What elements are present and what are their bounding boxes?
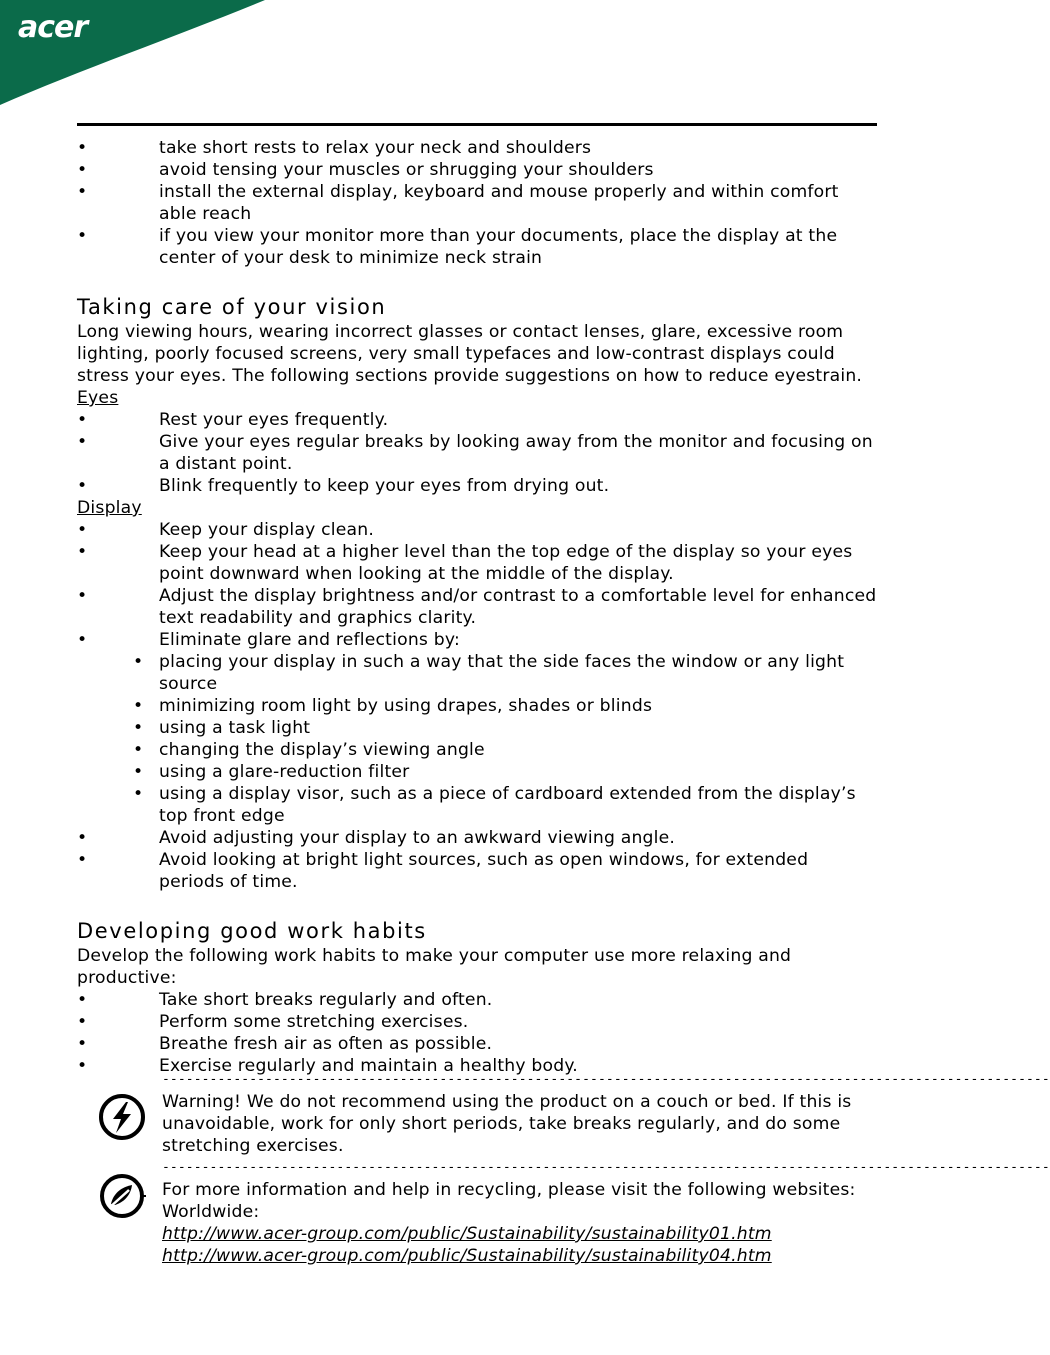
sub-list-item: • using a glare-reduction filter — [133, 762, 410, 782]
recycle-note-icon — [99, 1172, 147, 1220]
sub-list-item: • placing your display in such a way that the side faces the window or any light source — [133, 652, 845, 694]
list-item: • if you view your monitor more than your documents, place the display at the center of your desk to minimize neck strain — [77, 226, 838, 268]
list-item: • Give your eyes regular breaks by looking away from the monitor and focusing on a distant point. — [77, 432, 873, 474]
worldwide-label: Worldwide: — [162, 1202, 260, 1222]
section-heading-vision: Taking care of your vision — [77, 295, 387, 319]
list-item: • install the external display, keyboard and mouse properly and within comfort able reach — [77, 182, 839, 224]
list-item: • Breathe fresh air as often as possible. — [77, 1034, 493, 1054]
list-item: • Rest your eyes frequently. — [77, 410, 389, 430]
list-item: • Keep your display clean. — [77, 520, 375, 540]
sustainability-link-1[interactable]: http://www.acer-group.com/public/Sustainability/sustainability01.htm — [162, 1224, 772, 1244]
sub-list-item: • changing the display’s viewing angle — [133, 740, 485, 760]
sub-list-item: • using a display visor, such as a piece of cardboard extended from the display’s top front edge — [133, 784, 856, 826]
list-item: • Adjust the display brightness and/or contrast to a comfortable level for enhanced text readability and graphics clarity. — [77, 586, 877, 628]
subheading-eyes: Eyes — [77, 388, 119, 408]
sustainability-link-2[interactable]: http://www.acer-group.com/public/Sustainability/sustainability04.htm — [162, 1246, 772, 1266]
acer-logo: acer — [18, 10, 88, 45]
habits-intro: Develop the following work habits to make your computer use more relaxing and productive: — [77, 946, 792, 988]
recycle-text: For more information and help in recycling, please visit the following websites: — [162, 1180, 856, 1200]
list-item: • Keep your head at a higher level than the top edge of the display so your eyes point downward when looking at the middle of the display. — [77, 542, 853, 584]
list-item: • Avoid adjusting your display to an awkward viewing angle. — [77, 828, 676, 848]
list-item: • Blink frequently to keep your eyes from drying out. — [77, 476, 610, 496]
list-item: • take short rests to relax your neck and shoulders — [77, 138, 592, 158]
list-item: • avoid tensing your muscles or shrugging your shoulders — [77, 160, 654, 180]
vision-intro: Long viewing hours, wearing incorrect glasses or contact lenses, glare, excessive room lighting, poorly focused screens, very small typefaces and low-contrast displays could stress your eyes. The following sections provide suggestions on how to reduce eyestrain. — [77, 322, 863, 386]
header-band — [0, 0, 954, 110]
list-item: • Exercise regularly and maintain a healthy body. — [77, 1056, 578, 1076]
header-rule — [77, 123, 877, 126]
recycle-info — [162, 1179, 877, 1267]
subheading-display: Display — [77, 498, 142, 518]
list-item: • Take short breaks regularly and often. — [77, 990, 493, 1010]
sub-list-item: • minimizing room light by using drapes, shades or blinds — [133, 696, 653, 716]
page-content — [77, 137, 877, 1077]
dashed-separator: ---------------------------------------------------------------------------------------------------------------- — [162, 1072, 1050, 1087]
dashed-separator: ---------------------------------------------------------------------------------------------------------------- — [162, 1160, 1050, 1175]
list-item: • Eliminate glare and reflections by: — [77, 630, 460, 650]
section-heading-habits: Developing good work habits — [77, 919, 427, 943]
sub-list-item: • using a task light — [133, 718, 311, 738]
list-item: • Perform some stretching exercises. — [77, 1012, 469, 1032]
warning-text: Warning! We do not recommend using the product on a couch or bed. If this is unavoidable, work for only short periods, take breaks regularly, and do some stretching exercises. — [162, 1092, 852, 1156]
warning-bolt-icon — [98, 1093, 146, 1141]
list-item: • Avoid looking at bright light sources, such as open windows, for extended periods of time. — [77, 850, 809, 892]
